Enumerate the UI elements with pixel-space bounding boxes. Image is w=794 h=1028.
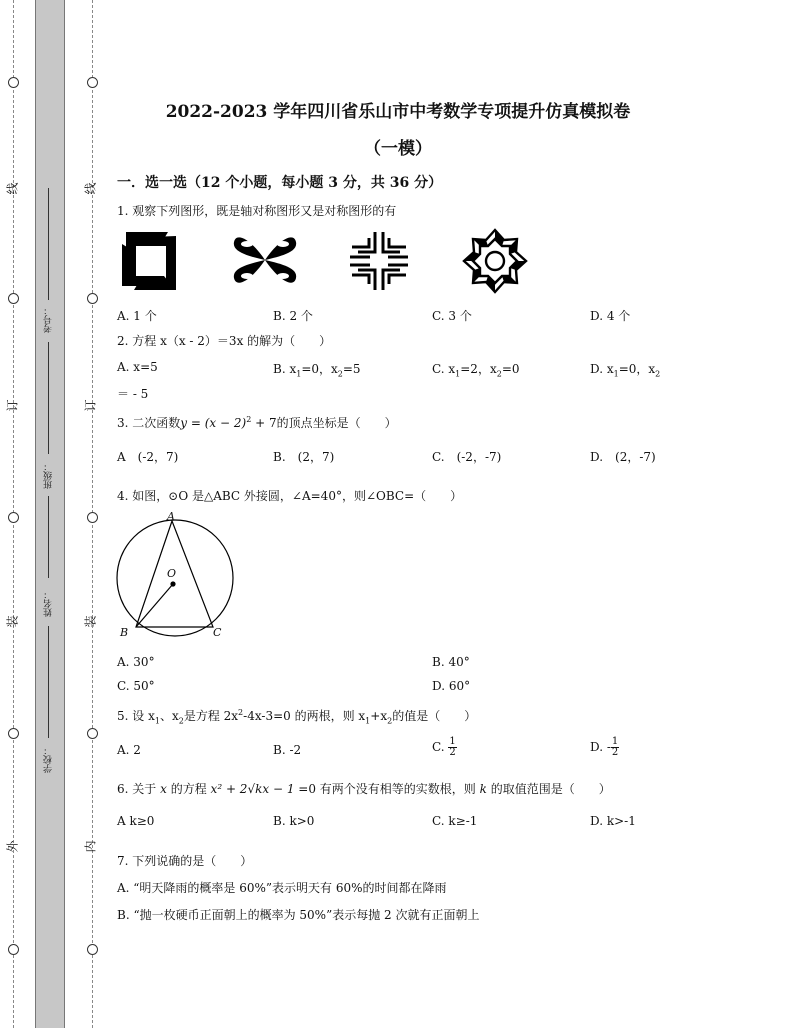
class-label: 班级： [44, 462, 54, 489]
q4-option-c: C. 50° [117, 679, 155, 693]
margin-char-ding: 订 [83, 399, 98, 412]
figure-butterfly [230, 228, 300, 292]
q7-option-b: B. “抛一枚硬币正面朝上的概率为 50%”表示每抛 2 次就有正面朝上 [117, 908, 480, 922]
q2-option-d: D. $x_1=0$，$x_2$ [590, 362, 661, 379]
q4-option-a: A. 30° [117, 655, 155, 669]
question-6-stem: 6. 关于 x 的方程 x² + 2√kx − 1 =0 有两个没有相等的实数根，则 k 的取值范围是（ ） [117, 782, 611, 796]
q7-option-a: A. “明天降雨的概率是 60%”表示明天有 60%的时间都在降雨 [117, 881, 447, 895]
q5-option-a: A. 2 [117, 743, 141, 757]
binding-hole [8, 728, 19, 739]
margin-char-wai: 外 [5, 840, 20, 853]
q6-option-b: B. k>0 [273, 814, 315, 828]
field-line [48, 626, 49, 738]
margin-char-xian: 线 [5, 182, 20, 195]
margin-char-nei: 内 [83, 840, 98, 853]
label-c: C [213, 626, 222, 639]
question-1-stem: 1. 观察下列图形，既是轴对称图形又是对称图形的有 [117, 204, 397, 218]
q3-option-b: B. (2，7) [273, 450, 335, 464]
q3-option-a: A (-2，7) [117, 450, 179, 464]
binding-hole [87, 944, 98, 955]
q2-option-c: C. $x_1=2$，$x_2=0$ [432, 362, 520, 379]
binding-hole [8, 77, 19, 88]
binding-hole [8, 944, 19, 955]
question-3-stem: 3. 二次函数$y = (x - 2)^2 + 7$的顶点坐标是（ ） [117, 415, 397, 430]
field-line [48, 188, 49, 300]
q6-option-a: A k≥0 [117, 814, 155, 828]
binding-hole [8, 293, 19, 304]
margin-char-zhuang: 装 [83, 615, 98, 628]
name-label: 姓名： [44, 590, 54, 617]
margin-char-xian: 线 [83, 182, 98, 195]
q2-option-a: A. x=5 [117, 360, 158, 374]
q2-option-b: B. $x_1=0$，$x_2=5$ [273, 362, 361, 379]
figure-square-ring [118, 228, 184, 294]
q3-option-d: D. (2，-7) [590, 450, 656, 464]
page-subtitle: （一模） [364, 139, 432, 159]
q5-option-b: B. -2 [273, 743, 302, 757]
q1-option-c: C. 3 个 [432, 309, 472, 323]
page-title: 2022-2023 学年四川省乐山市中考数学专项提升仿真模拟卷 [165, 102, 631, 122]
margin-char-zhuang: 装 [5, 615, 20, 628]
binding-hole [8, 512, 19, 523]
binding-hole [87, 77, 98, 88]
label-a: A [167, 510, 175, 523]
q2-option-d-continued: ＝ - 5 [117, 387, 149, 401]
margin-char-ding: 订 [5, 399, 20, 412]
exam-number-label: 考号： [44, 306, 54, 333]
figure-star-flower [460, 228, 530, 294]
section-heading: 一．选一选（12 个小题，每小题 3 分，共 36 分） [117, 175, 443, 191]
q3-option-c: C. (-2，-7) [432, 450, 502, 464]
label-b: B [120, 626, 129, 639]
binding-hole [87, 728, 98, 739]
q6-option-d: D. k>-1 [590, 814, 636, 828]
question-7-stem: 7. 下列说确的是（ ） [117, 854, 253, 868]
binding-band [35, 0, 65, 1028]
q1-option-a: A. 1 个 [117, 309, 157, 323]
question-4-stem: 4. 如图，⊙O 是△ABC 外接圆，∠A=40°，则∠OBC=（ ） [117, 489, 463, 503]
binding-hole [87, 293, 98, 304]
figure-cross [348, 230, 410, 292]
q4-option-b: B. 40° [432, 655, 470, 669]
q1-option-b: B. 2 个 [273, 309, 313, 323]
question-5-stem: 5. 设 $x_1$、$x_2$是方程 $2x^2-4x-3=0$ 的两根，则 $x_1+x_2$的值是（ ） [117, 708, 477, 726]
q5-option-d: D. - $\frac{1}{2}$ [590, 736, 619, 758]
q5-option-c: C. $\frac{1}{2}$ [432, 736, 456, 758]
school-label: 学校： [44, 746, 54, 773]
question-2-stem: 2. 方程 x（x - 2）＝3x 的解为（ ） [117, 334, 332, 348]
label-o: O [167, 567, 177, 580]
q6-option-c: C. k≥-1 [432, 814, 478, 828]
q4-option-d: D. 60° [432, 679, 471, 693]
q1-option-d: D. 4 个 [590, 309, 631, 323]
field-line [48, 342, 49, 454]
field-line [48, 496, 49, 578]
binding-hole [87, 512, 98, 523]
